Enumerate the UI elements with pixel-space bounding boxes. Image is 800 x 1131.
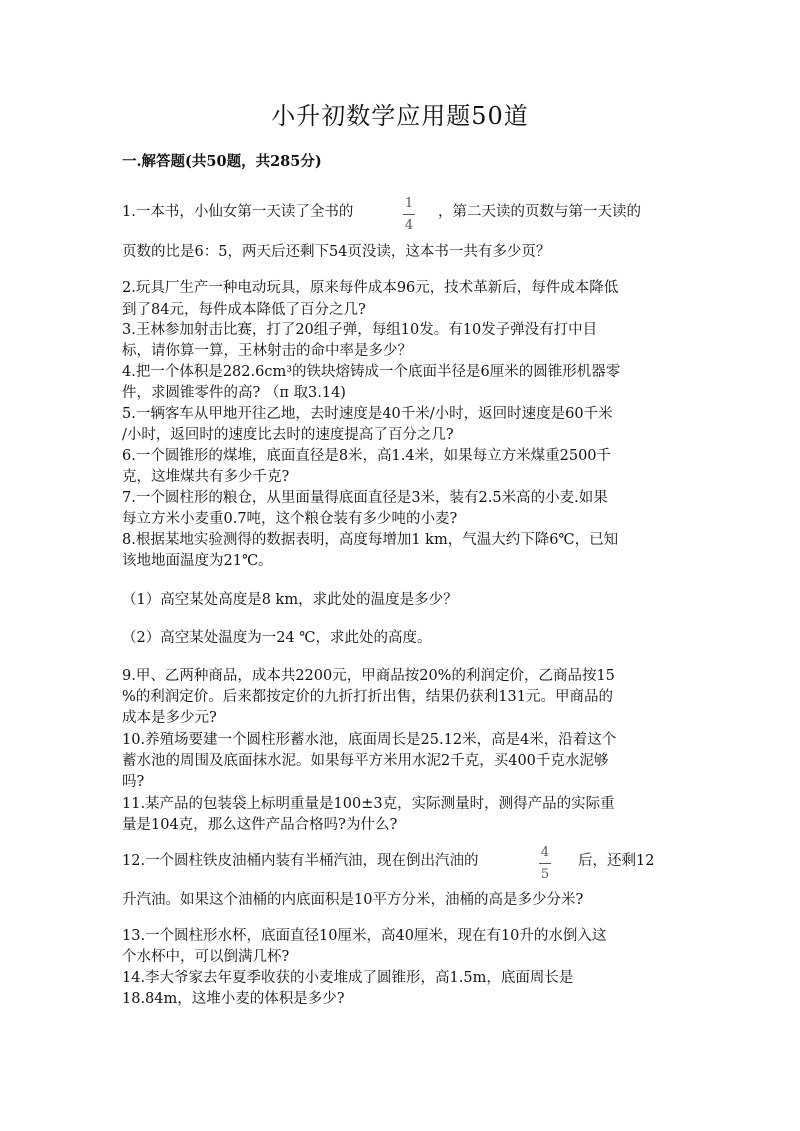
q3-line-1: 3.王林参加射击比赛，打了20组子弹，每组10发。有10发子弹没有打中目 xyxy=(122,322,598,338)
q9-line-3: 成本是多少元? xyxy=(122,710,217,726)
q1-text-a: 1.一本书，小仙女第一天读了全书的 xyxy=(122,204,354,220)
q9-line-1: 9.甲、乙两种商品，成本共2200元，甲商品按20%的利润定价，乙商品按15 xyxy=(122,668,615,684)
q13-line-1: 13.一个圆柱形水杯，底面直径10厘米，高40厘米，现在有10升的水倒入这 xyxy=(122,928,607,944)
q12-line-2: 升汽油。如果这个油桶的内底面积是10平方分米，油桶的高是多少分米? xyxy=(122,892,584,908)
q8-sub-2: （2）高空某处温度为一24 ℃，求此处的高度。 xyxy=(122,630,432,646)
q1-fraction-denominator: 4 xyxy=(404,218,414,233)
q1-text-b: ，第二天读的页数与第一天读的 xyxy=(438,204,641,220)
q4-line-1: 4.把一个体积是282.6cm³的铁块熔铸成一个底面半径是6厘米的圆锥形机器零 xyxy=(122,364,621,380)
q2-line-1: 2.玩具厂生产一种电动玩具，原来每件成本96元，技术革新后，每件成本降低 xyxy=(122,280,619,296)
section-header: 一.解答题(共50题，共285分) xyxy=(122,153,322,170)
q1-line-2: 页数的比是6：5，两天后还剩下54页没读，这本书一共有多少页？ xyxy=(122,244,551,260)
q3-line-2: 标，请你算一算，王林射击的命中率是多少？ xyxy=(122,343,412,359)
q13-line-2: 个水杯中，可以倒满几杯? xyxy=(122,949,290,965)
q5-line-1: 5.一辆客车从甲地开往乙地，去时速度是40千米/小时，返回时速度是60千米 xyxy=(122,406,613,422)
q11-line-2: 量是104克，那么这件产品合格吗?为什么? xyxy=(122,817,398,833)
q1-fraction xyxy=(399,196,419,233)
q10-line-3: 吗? xyxy=(122,774,145,790)
q12-fraction-denominator: 5 xyxy=(540,867,550,882)
q10-line-2: 蓄水池的周围及底面抹水泥。如果每平方米用水泥2千克，买400千克水泥够 xyxy=(122,753,609,769)
q8-line-2: 该地地面温度为21℃。 xyxy=(122,553,273,569)
fraction-bar xyxy=(403,214,415,215)
q8-line-1: 8.根据某地实验测得的数据表明，高度每增加1 km，气温大约下降6℃，已知 xyxy=(122,532,619,548)
q9-line-2: %的利润定价。后来都按定价的九折打折出售，结果仍获利131元。甲商品的 xyxy=(122,689,613,705)
q14-line-2: 18.84m，这堆小麦的体积是多少? xyxy=(122,991,345,1007)
q5-line-2: /小时，返回时的速度比去时的速度提高了百分之几? xyxy=(122,427,454,443)
q6-line-1: 6.一个圆锥形的煤堆，底面直径是8米，高1.4米，如果每立方米煤重2500千 xyxy=(122,448,612,464)
q4-line-2: 件，求圆锥零件的高? （π 取3.14) xyxy=(122,385,346,401)
fraction-bar xyxy=(539,863,551,864)
q6-line-2: 克，这堆煤共有多少千克? xyxy=(122,469,290,485)
q1-fraction-numerator: 1 xyxy=(404,196,414,211)
q14-line-1: 14.李大爷家去年夏季收获的小麦堆成了圆锥形，高1.5m，底面周长是 xyxy=(122,970,574,986)
q12-text-b: 后，还剩12 xyxy=(578,853,655,869)
q12-fraction-numerator: 4 xyxy=(540,845,550,860)
q12-text-a: 12.一个圆柱铁皮油桶内装有半桶汽油，现在倒出汽油的 xyxy=(122,853,479,869)
q7-line-2: 每立方米小麦重0.7吨，这个粮仓装有多少吨的小麦? xyxy=(122,511,458,527)
q8-sub-1: （1）高空某处高度是8 km，求此处的温度是多少？ xyxy=(122,592,458,608)
q12-fraction xyxy=(535,845,555,882)
q11-line-1: 11.某产品的包装袋上标明重量是100±3克，实际测量时，测得产品的实际重 xyxy=(122,796,615,812)
document-title: 小升初数学应用题50道 xyxy=(271,102,529,130)
q2-line-2: 到了84元，每件成本降低了百分之几? xyxy=(122,302,366,318)
q7-line-1: 7.一个圆柱形的粮仓，从里面量得底面直径是3米，装有2.5米高的小麦.如果 xyxy=(122,490,608,506)
q10-line-1: 10.养殖场要建一个圆柱形蓄水池，底面周长是25.12米，高是4米，沿着这个 xyxy=(122,732,617,748)
